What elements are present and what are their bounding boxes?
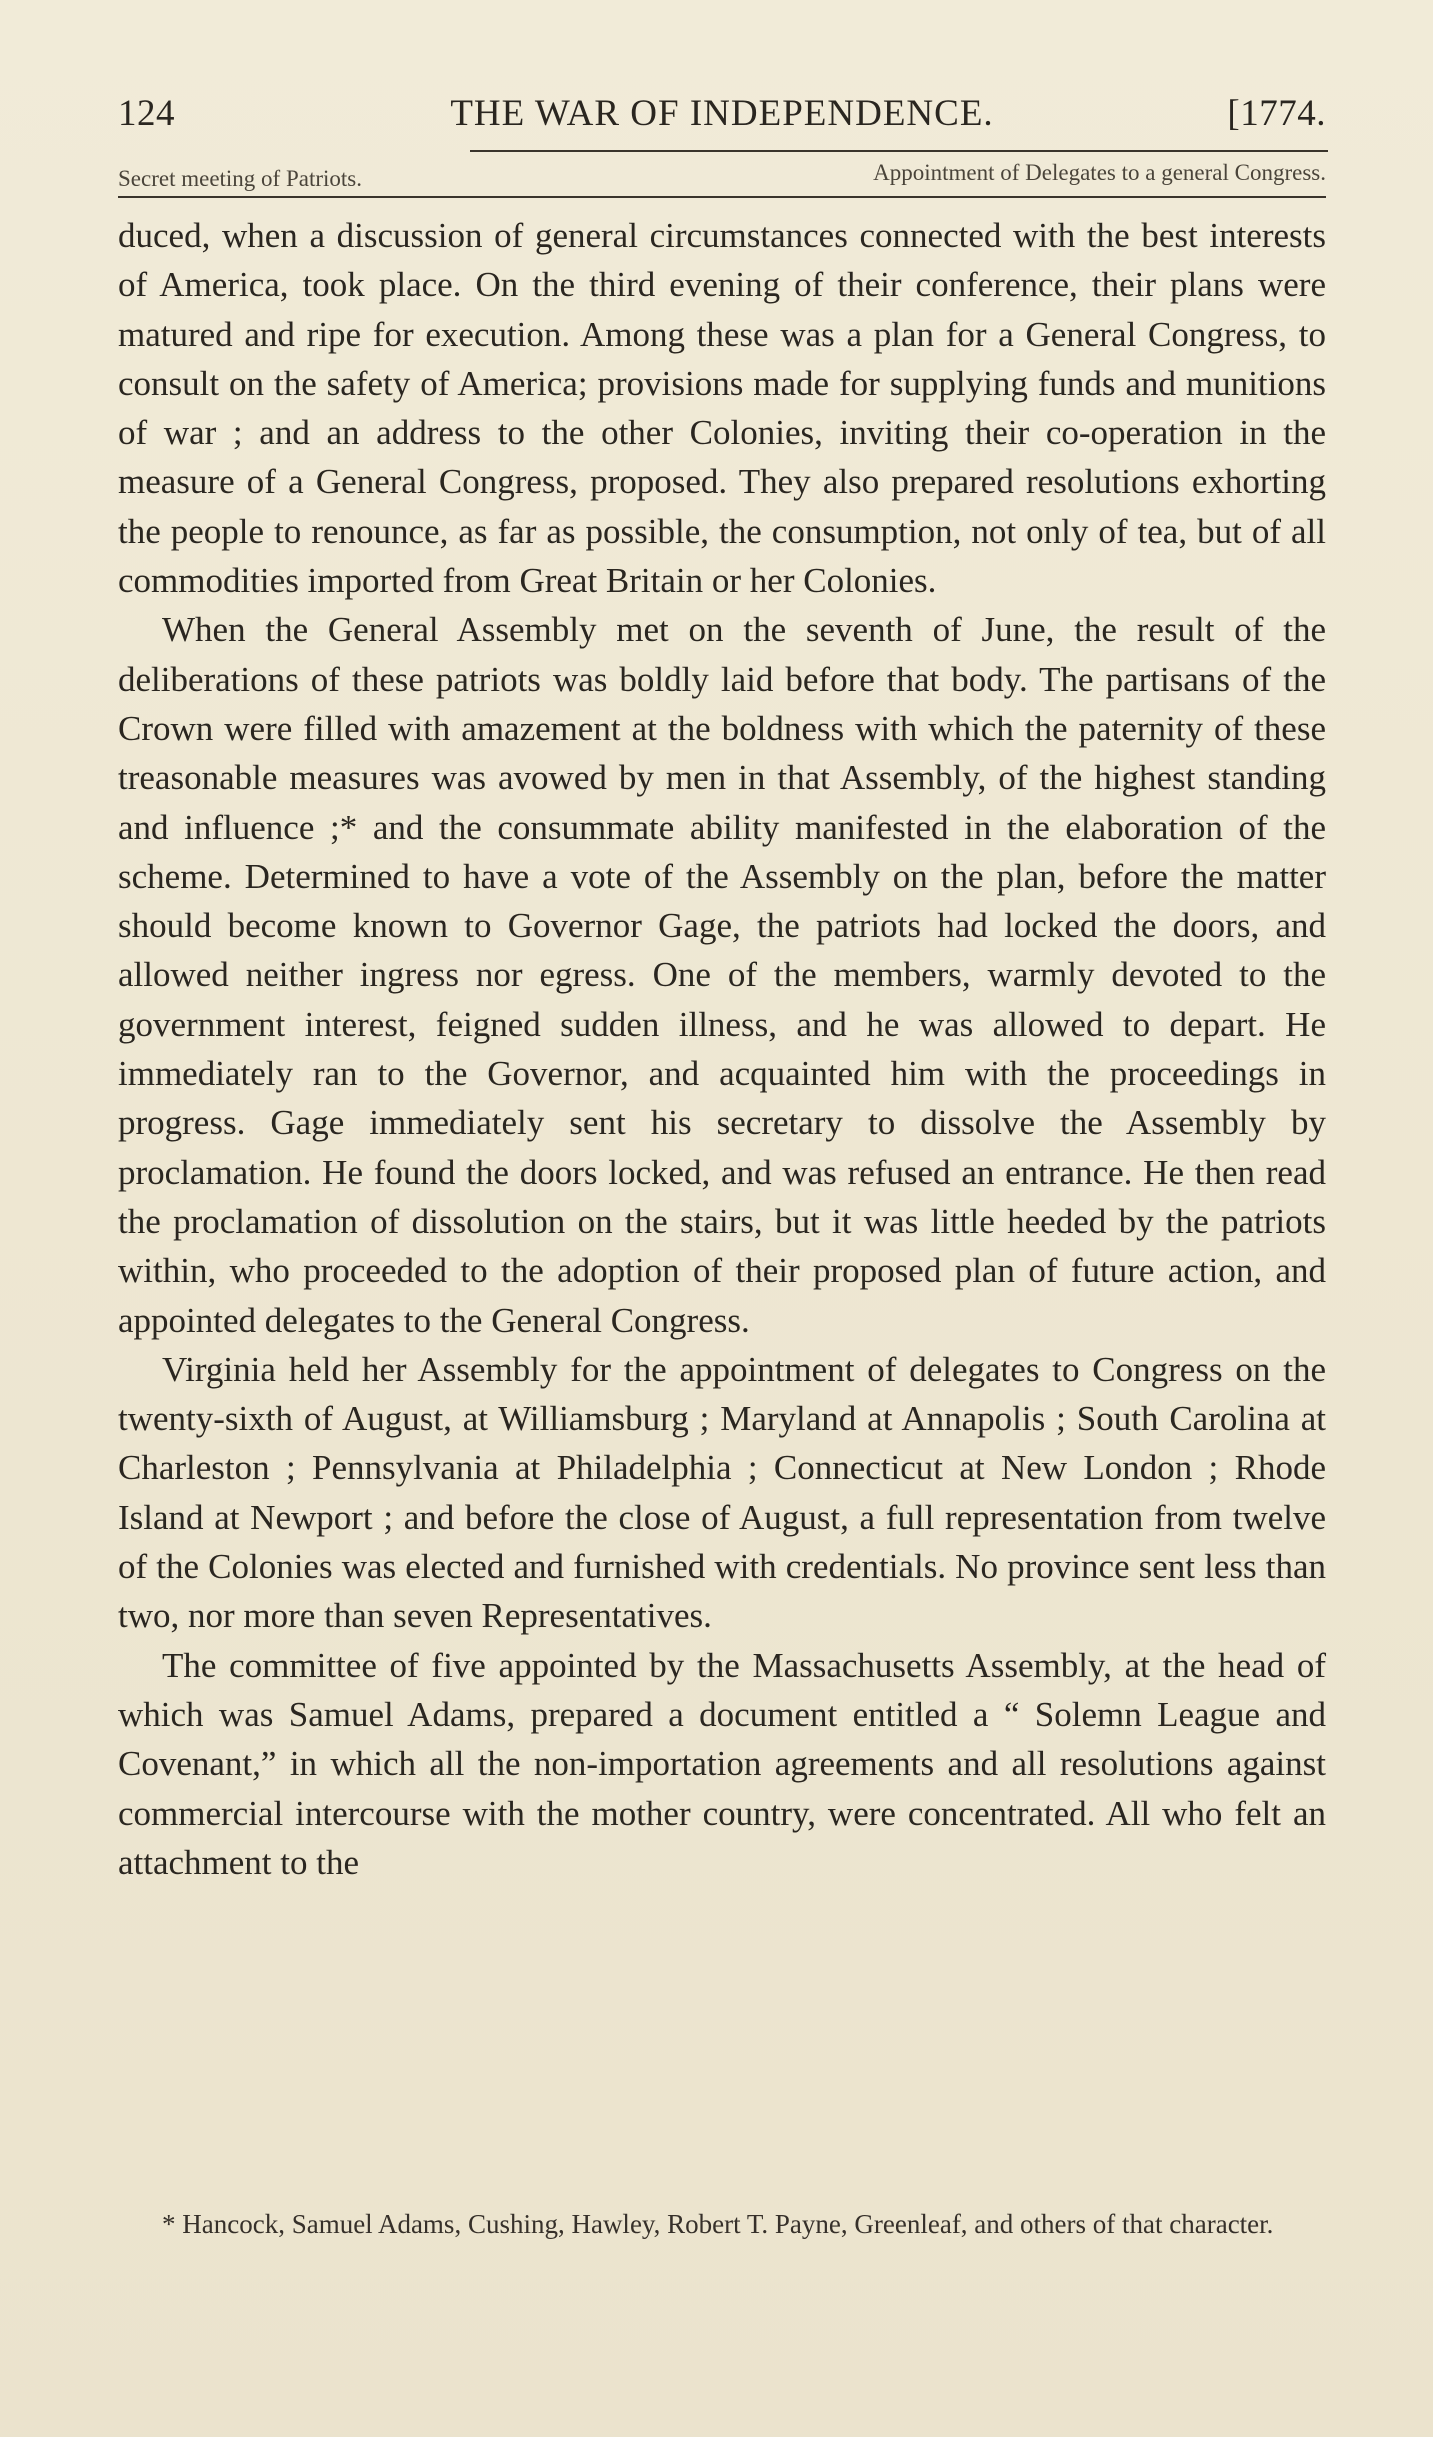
footnote: * Hancock, Samuel Adams, Cushing, Hawley, Robert T. Payne, Greenleaf, and others of that character. [162, 2209, 1274, 2239]
paragraph-2: When the General Assembly met on the seventh of June, the result of the deliberations of these patriots was boldly laid before that body. The partisans of the Crown were filled with amazement at the boldness with which the paternity of these treasonable measures was avowed by men in that Assembly, of the highest standing and influence ;* and the consummate ability manifested in the elaboration of the scheme. Determined to have a vote of the Assembly on the plan, before the matter should become known to Governor Gage, the patriots had locked the doors, and allowed neither ingress nor egress. One of the members, warmly devoted to the government interest, feigned sudden illness, and he was allowed to depart. He immediately ran to the Governor, and acquainted him with the proceedings in progress. Gage immediately sent his secretary to dissolve the Assembly by proclamation. He found the doors locked, and was refused an entrance. He then read the proclamation of dissolution on the stairs, but it was little heeded by the patriots within, who proceeded to the adoption of their proposed plan of future action, and appointed delegates to the General Congress. [118, 610, 1326, 1340]
paragraph-1: duced, when a discussion of general circumstances connected with the best interests of America, took place. On the third evening of their conference, their plans were matured and ripe for execution. Among these was a plan for a General Congress, to consult on the safety of America; provisions made for supplying funds and munitions of war ; and an address to the other Colonies, inviting their co-operation in the measure of a General Congress, proposed. They also prepared resolutions exhorting the people to renounce, as far as possible, the consumption, not only of tea, but of all commodities imported from Great Britain or her Colonies. [118, 216, 1326, 601]
body-text [118, 211, 1326, 1887]
paragraph-3: Virginia held her Assembly for the appointment of delegates to Congress on the twenty-sixth of August, at Williamsburg ; Maryland at Annapolis ; South Carolina at Charleston ; Pennsylvania at Philadelphia ; Connecticut at New London ; Rhode Island at Newport ; and before the close of August, a full representation from twelve of the Colonies was elected and furnished with credentials. No province sent less than two, nor more than seven Representatives. [118, 1349, 1326, 1636]
running-head [118, 92, 1326, 152]
running-title: THE WAR OF INDEPENDENCE. [450, 93, 994, 134]
header-rule-bottom [118, 196, 1326, 198]
side-heading-left: Secret meeting of Patriots. [118, 166, 362, 191]
page-number: 124 [118, 93, 175, 134]
header-rule-top [470, 150, 1328, 152]
side-heading-right: Appointment of Delegates to a general Congress. [873, 160, 1326, 185]
side-headings [118, 160, 1326, 200]
running-year: [1774. [1227, 93, 1326, 134]
paragraph-4: The committee of five appointed by the Massachusetts Assembly, at the head of which was Samuel Adams, prepared a document entitled a “ Solemn League and Covenant,” in which all the non-importation agreements and all resolutions against commercial intercourse with the mother country, were concentrated. All who felt an attachment to the [118, 1645, 1326, 1882]
